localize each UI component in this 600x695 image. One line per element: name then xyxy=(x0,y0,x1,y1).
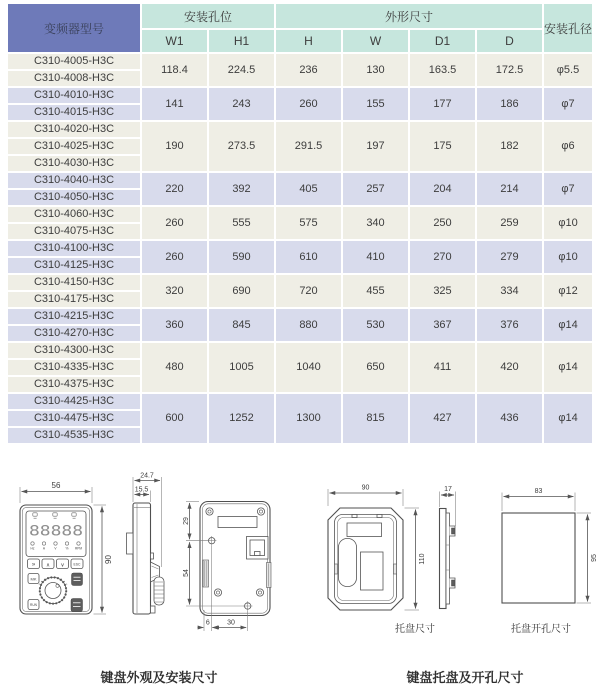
value-cell: 405 xyxy=(276,173,341,205)
model-cell: C310-4030-H3C xyxy=(8,156,140,171)
dim-keypad-height: 90 xyxy=(104,555,113,564)
rear-top-slot xyxy=(218,517,257,528)
header-hole-diameter: 安装孔径 xyxy=(544,4,592,52)
value-cell: 480 xyxy=(142,343,207,392)
table-row xyxy=(8,275,592,290)
value-cell: 118.4 xyxy=(142,54,207,86)
value-cell: 420 xyxy=(477,343,542,392)
dim-tray-depth: 17 xyxy=(444,486,452,493)
model-cell: C310-4075-H3C xyxy=(8,224,140,239)
value-cell: 600 xyxy=(142,394,207,443)
value-cell: 1040 xyxy=(276,343,341,392)
table-row xyxy=(8,122,592,137)
value-cell: 427 xyxy=(410,394,475,443)
value-cell: 320 xyxy=(142,275,207,307)
value-cell: 236 xyxy=(276,54,341,86)
model-cell: C310-4050-H3C xyxy=(8,190,140,205)
value-cell: 175 xyxy=(410,122,475,171)
value-cell: 204 xyxy=(410,173,475,205)
tray-front-view xyxy=(328,485,435,636)
value-cell: 575 xyxy=(276,207,341,239)
model-cell: C310-4020-H3C xyxy=(8,122,140,137)
value-cell: 190 xyxy=(142,122,207,171)
keypad-drawings-caption: 键盘外观及安装尺寸 xyxy=(100,670,218,685)
model-cell: C310-4100-H3C xyxy=(8,241,140,256)
header-mount-holes: 安装孔位 xyxy=(142,4,274,28)
mk-button-label: MK xyxy=(30,576,37,582)
value-cell: 130 xyxy=(343,54,408,86)
spec-table xyxy=(6,2,594,445)
value-cell: 690 xyxy=(209,275,274,307)
led-label-pct: % xyxy=(65,546,69,551)
model-cell: C310-4425-H3C xyxy=(8,394,140,409)
table-row xyxy=(8,241,592,256)
value-cell: 325 xyxy=(410,275,475,307)
shift-icon: » xyxy=(31,562,36,568)
model-cell: C310-4005-H3C xyxy=(8,54,140,69)
value-cell: 260 xyxy=(142,207,207,239)
value-cell: 186 xyxy=(477,88,542,120)
header-w1: W1 xyxy=(142,30,207,52)
cutout-label: 托盘开孔尺寸 xyxy=(511,624,571,635)
model-cell: C310-4008-H3C xyxy=(8,71,140,86)
model-cell: C310-4375-H3C xyxy=(8,377,140,392)
data-enter-button xyxy=(72,573,83,586)
model-cell: C310-4475-H3C xyxy=(8,411,140,426)
up-arrow-icon: ∧ xyxy=(45,562,51,569)
value-cell: 845 xyxy=(209,309,274,341)
value-cell: 334 xyxy=(477,275,542,307)
value-cell: 243 xyxy=(209,88,274,120)
hole-diameter-cell: φ12 xyxy=(544,275,592,307)
dim-side-total-depth: 24.7 xyxy=(140,472,154,480)
dim-rear-bottom-left: 6 xyxy=(205,619,210,627)
value-cell: 376 xyxy=(477,309,542,341)
down-arrow-icon: ∨ xyxy=(60,562,65,569)
hole-diameter-cell: φ14 xyxy=(544,394,592,443)
side-connector-tab xyxy=(127,533,134,554)
model-cell: C310-4300-H3C xyxy=(8,343,140,358)
stop-reset-button xyxy=(71,599,83,612)
table-row xyxy=(8,88,592,103)
value-cell: 410 xyxy=(343,241,408,273)
keypad-front-view xyxy=(20,481,113,614)
tray-side-view xyxy=(440,486,456,609)
table-row xyxy=(8,173,592,188)
knob-side-profile xyxy=(151,562,165,605)
value-cell: 1005 xyxy=(209,343,274,392)
led-label-a: A xyxy=(42,546,46,551)
value-cell: 436 xyxy=(477,394,542,443)
value-cell: 340 xyxy=(343,207,408,239)
model-cell: C310-4060-H3C xyxy=(8,207,140,222)
value-cell: 197 xyxy=(343,122,408,171)
model-cell: C310-4025-H3C xyxy=(8,139,140,154)
value-cell: 273.5 xyxy=(209,122,274,171)
value-cell: 650 xyxy=(343,343,408,392)
value-cell: 815 xyxy=(343,394,408,443)
value-cell: 214 xyxy=(477,173,542,205)
model-cell: C310-4270-H3C xyxy=(8,326,140,341)
hole-diameter-cell: φ6 xyxy=(544,122,592,171)
model-cell: C310-4125-H3C xyxy=(8,258,140,273)
value-cell: 1252 xyxy=(209,394,274,443)
model-cell: C310-4010-H3C xyxy=(8,88,140,103)
value-cell: 590 xyxy=(209,241,274,273)
esc-button-label: ESC xyxy=(73,562,81,567)
value-cell: 260 xyxy=(276,88,341,120)
table-row xyxy=(8,343,592,358)
value-cell: 367 xyxy=(410,309,475,341)
tray-cutout-view xyxy=(502,488,598,635)
dim-rear-bottom-span: 30 xyxy=(227,619,235,627)
hole-diameter-cell: φ5.5 xyxy=(544,54,592,86)
model-cell: C310-4040-H3C xyxy=(8,173,140,188)
dim-rear-hole-span: 54 xyxy=(183,569,190,577)
value-cell: 392 xyxy=(209,173,274,205)
hole-diameter-cell: φ7 xyxy=(544,173,592,205)
dim-tray-width: 90 xyxy=(361,484,370,492)
hole-diameter-cell: φ14 xyxy=(544,309,592,341)
value-cell: 177 xyxy=(410,88,475,120)
model-cell: C310-4335-H3C xyxy=(8,360,140,375)
technical-drawings xyxy=(0,460,600,695)
hole-diameter-cell: φ14 xyxy=(544,343,592,392)
tray-window-recess xyxy=(361,552,384,590)
value-cell: 555 xyxy=(209,207,274,239)
tray-drawings-caption: 键盘托盘及开孔尺寸 xyxy=(406,670,524,685)
model-cell: C310-4215-H3C xyxy=(8,309,140,324)
value-cell: 141 xyxy=(142,88,207,120)
header-h: H xyxy=(276,30,341,52)
cutout-rect xyxy=(502,513,575,603)
header-h1: H1 xyxy=(209,30,274,52)
model-cell: C310-4015-H3C xyxy=(8,105,140,120)
value-cell: 279 xyxy=(477,241,542,273)
value-cell: 163.5 xyxy=(410,54,475,86)
model-cell: C310-4535-H3C xyxy=(8,428,140,443)
tray-knob-recess xyxy=(339,539,357,587)
value-cell: 172.5 xyxy=(477,54,542,86)
value-cell: 260 xyxy=(142,241,207,273)
value-cell: 360 xyxy=(142,309,207,341)
header-w: W xyxy=(343,30,408,52)
header-outline-dims: 外形尺寸 xyxy=(276,4,542,28)
value-cell: 182 xyxy=(477,122,542,171)
side-foot xyxy=(151,606,156,613)
tray-front-label: 托盘尺寸 xyxy=(395,624,435,635)
run-button-label: RUN xyxy=(30,602,37,607)
value-cell: 610 xyxy=(276,241,341,273)
tray-side-plate xyxy=(440,509,447,609)
dim-rear-hole-top: 29 xyxy=(183,517,190,525)
dim-cutout-width: 83 xyxy=(534,488,543,495)
keypad-side-view xyxy=(127,473,165,615)
hole-diameter-cell: φ10 xyxy=(544,241,592,273)
header-d: D xyxy=(477,30,542,52)
value-cell: 250 xyxy=(410,207,475,239)
led-label-rpm: RPM xyxy=(74,546,83,551)
dim-side-body-depth: 15.5 xyxy=(134,486,149,494)
header-d1: D1 xyxy=(410,30,475,52)
led-label-v: V xyxy=(54,546,57,551)
value-cell: 880 xyxy=(276,309,341,341)
value-cell: 530 xyxy=(343,309,408,341)
value-cell: 257 xyxy=(343,173,408,205)
model-cell: C310-4150-H3C xyxy=(8,275,140,290)
hole-diameter-cell: φ10 xyxy=(544,207,592,239)
value-cell: 1300 xyxy=(276,394,341,443)
dim-keypad-width: 56 xyxy=(51,481,61,490)
rj45-jack xyxy=(247,537,269,560)
value-cell: 155 xyxy=(343,88,408,120)
value-cell: 220 xyxy=(142,173,207,205)
header-model: 变频器型号 xyxy=(8,4,140,52)
value-cell: 224.5 xyxy=(209,54,274,86)
keypad-rear-view xyxy=(183,502,271,632)
model-cell: C310-4175-H3C xyxy=(8,292,140,307)
value-cell: 270 xyxy=(410,241,475,273)
table-row xyxy=(8,394,592,409)
table-row xyxy=(8,54,592,69)
table-row xyxy=(8,207,592,222)
keypad-side-body xyxy=(133,503,151,614)
table-row xyxy=(8,309,592,324)
seven-segment-display: 88888 xyxy=(29,523,83,540)
value-cell: 455 xyxy=(343,275,408,307)
tray-top-opening xyxy=(347,523,382,537)
value-cell: 720 xyxy=(276,275,341,307)
value-cell: 259 xyxy=(477,207,542,239)
hole-diameter-cell: φ7 xyxy=(544,88,592,120)
value-cell: 291.5 xyxy=(276,122,341,171)
dim-tray-height: 110 xyxy=(419,553,426,565)
led-label-hz: Hz xyxy=(30,546,35,551)
dim-cutout-height: 95 xyxy=(591,554,598,562)
value-cell: 411 xyxy=(410,343,475,392)
